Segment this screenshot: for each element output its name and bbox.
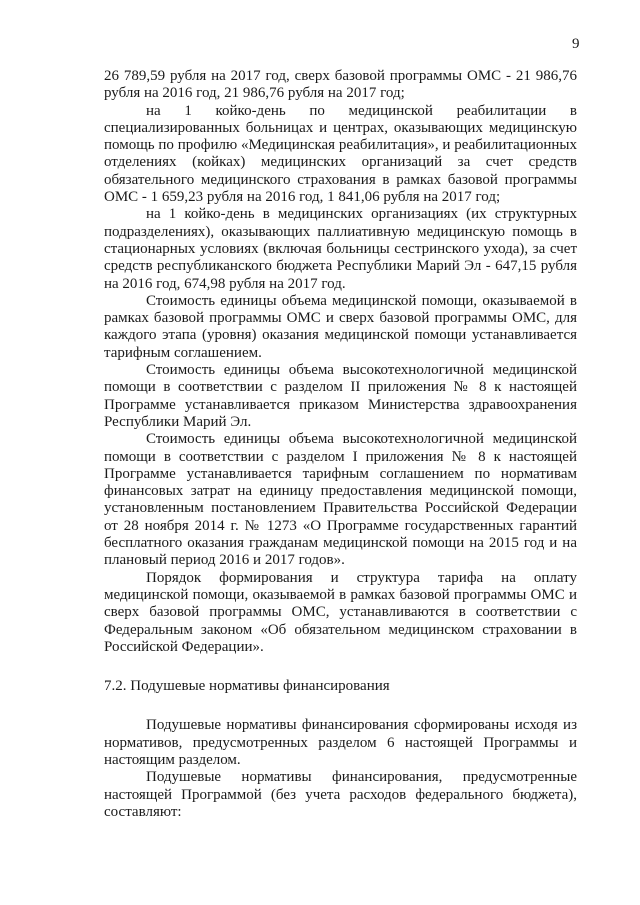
paragraph: Стоимость единицы объема высокотехнологичной медицинской помощи в соответствии с разделом II приложения № 8 к настоящей Программе устанавливается приказом Министерства здравоохранения Республики Марий Эл. xyxy=(104,362,577,430)
section-heading: 7.2. Подушевые нормативы финансирования xyxy=(104,678,390,695)
paragraph: Стоимость единицы объема высокотехнологичной медицинской помощи в соответствии с разделом I приложения № 8 к настоящей Программе устанавливается тарифным соглашением по нормативам финансовых затрат на единицу предоставления медицинской помощи, установленным постановлением Правительства Российской Федерации от 28 ноября 2014 г. № 1273 «О Программе государственных гарантий бесплатного оказания гражданам медицинской помощи на 2015 год и на плановый период 2016 и 2017 годов». xyxy=(104,431,577,569)
paragraph: на 1 койко-день по медицинской реабилитации в специализированных больницах и центрах, оказывающих медицинскую помощь по профилю «Медицинская реабилитация», и реабилитационных отделениях (койках) медицинских организаций за счет средств обязательного медицинского страхования в рамках базовой программы ОМС - 1 659,23 рубля на 2016 год, 1 841,06 рубля на 2017 год; xyxy=(104,102,577,206)
paragraph: 26 789,59 рубля на 2017 год, сверх базовой программы ОМС - 21 986,76 рубля на 2016 год, 21 986,76 рубля на 2017 год; xyxy=(104,68,577,102)
paragraph: Порядок формирования и структура тарифа на оплату медицинской помощи, оказываемой в рамках базовой программы ОМС и сверх базовой программы ОМС, устанавливаются в соответствии с Федеральным законом «Об обязательном медицинском страховании в Российской Федерации». xyxy=(104,569,577,655)
page-number: 9 xyxy=(572,36,580,52)
paragraph: Подушевые нормативы финансирования сформированы исходя из нормативов, предусмотренных разделом 6 настоящей Программы и настоящим разделом. xyxy=(104,717,577,768)
paragraph: Стоимость единицы объема медицинской помощи, оказываемой в рамках базовой программы ОМС и сверх базовой программы ОМС, для каждого этапа (уровня) оказания медицинской помощи устанавливается тарифным соглашением. xyxy=(104,292,577,361)
paragraph: Подушевые нормативы финансирования, предусмотренные настоящей Программой (без учета расходов федерального бюджета), составляют: xyxy=(104,769,577,820)
document-body xyxy=(104,68,577,821)
paragraph: на 1 койко-день в медицинских организациях (их структурных подразделениях), оказывающих паллиативную медицинскую помощь в стационарных условиях (включая больницы сестринского ухода), за счет средств республиканского бюджета Республики Марий Эл - 647,15 рубля на 2016 год, 674,98 рубля на 2017 год. xyxy=(104,206,577,292)
